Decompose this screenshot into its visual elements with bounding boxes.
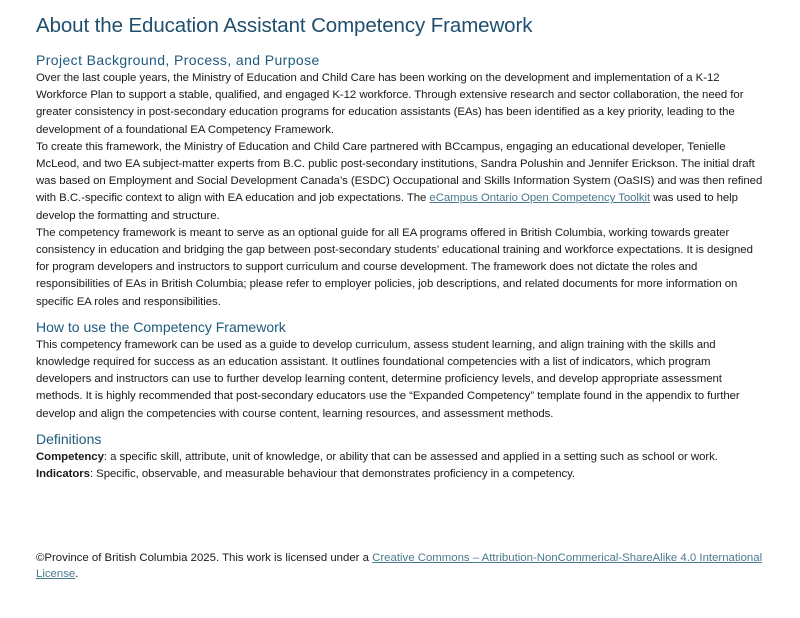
background-paragraph-2-text: To create this framework, the Ministry of Education and Child Care partnered with BCcampus, engaging an educational developer, Tenielle McLeod, and two EA subject-matter experts from B.C. public post-secondary institutions, Sandra Polushin and Jennifer Erickson. The initial draft was based on Employment and Social Development Canada’s (ESDC) Occupational and Skills Information System (OaSIS) and was then refined with B.C.-specific context to align with EA education and job expectations. The xyxy=(36,140,763,205)
footer-text: ©Province of British Columbia 2025. This work is licensed under a xyxy=(36,552,373,564)
section-heading-how-to-use: How to use the Competency Framework xyxy=(36,318,286,335)
background-paragraph-2 xyxy=(36,139,764,225)
definition-indicators xyxy=(36,466,764,483)
footer-period: . xyxy=(75,567,79,580)
definition-term: Competency xyxy=(36,450,104,463)
license-footer xyxy=(36,551,764,582)
definition-text: : Specific, observable, and measurable behaviour that demonstrates proficiency in a competency. xyxy=(89,468,576,481)
section-heading-definitions: Definitions xyxy=(36,430,102,447)
document-page xyxy=(36,12,764,483)
definition-competency xyxy=(36,449,764,466)
background-paragraph-2-tail: was used to help develop the formatting and structure. xyxy=(36,192,738,222)
section-heading-background: Project Background, Process, and Purpose xyxy=(36,52,320,68)
background-paragraph-3: The competency framework is meant to serve as an optional guide for all EA programs offered in British Columbia, working towards greater consistency in education and bridging the gap between post-secondary students’ educational training and workforce expectations. It is designed for program developers and instructors to support curriculum and course development. The framework does not dictate the roles and responsibilities of EAs in British Columbia; please refer to employer policies, job descriptions, and related documents for more information on specific EA roles and responsibilities. xyxy=(36,226,753,308)
creative-commons-license-link[interactable]: Creative Commons – Attribution-NonCommerical-ShareAlike 4.0 International License xyxy=(36,552,763,580)
definition-term: Indicators xyxy=(36,468,90,481)
page-title: About the Education Assistant Competency Framework xyxy=(36,14,533,37)
how-to-use-paragraph: This competency framework can be used as a guide to develop curriculum, assess student learning, and align training with the skills and knowledge required for success as an education assistant. It outlines foundational competencies with a list of indicators, which program developers and instructors can use to further develop learning content, determine proficiency levels, and develop appropriate assessment methods. It is highly recommended that post-secondary educators use the “Expanded Competency” template found in the appendix to further develop and align the competencies with course content, learning resources, and assessment methods. xyxy=(36,338,740,420)
ecampus-toolkit-link[interactable]: eCampus Ontario Open Competency Toolkit xyxy=(429,192,651,205)
definition-text: : a specific skill, attribute, unit of knowledge, or ability that can be assessed and applied in a setting such as school or work. xyxy=(103,450,718,463)
background-paragraph-1: Over the last couple years, the Ministry of Education and Child Care has been working on the development and implementation of a K-12 Workforce Plan to support a stable, qualified, and engaged K-12 workforce. Through extensive research and sector collaboration, the need for greater consistency in post-secondary education programs for education assistants (EAs) has been identified as a key priority, leading to the development of a foundational EA Competency Framework. xyxy=(36,72,744,136)
